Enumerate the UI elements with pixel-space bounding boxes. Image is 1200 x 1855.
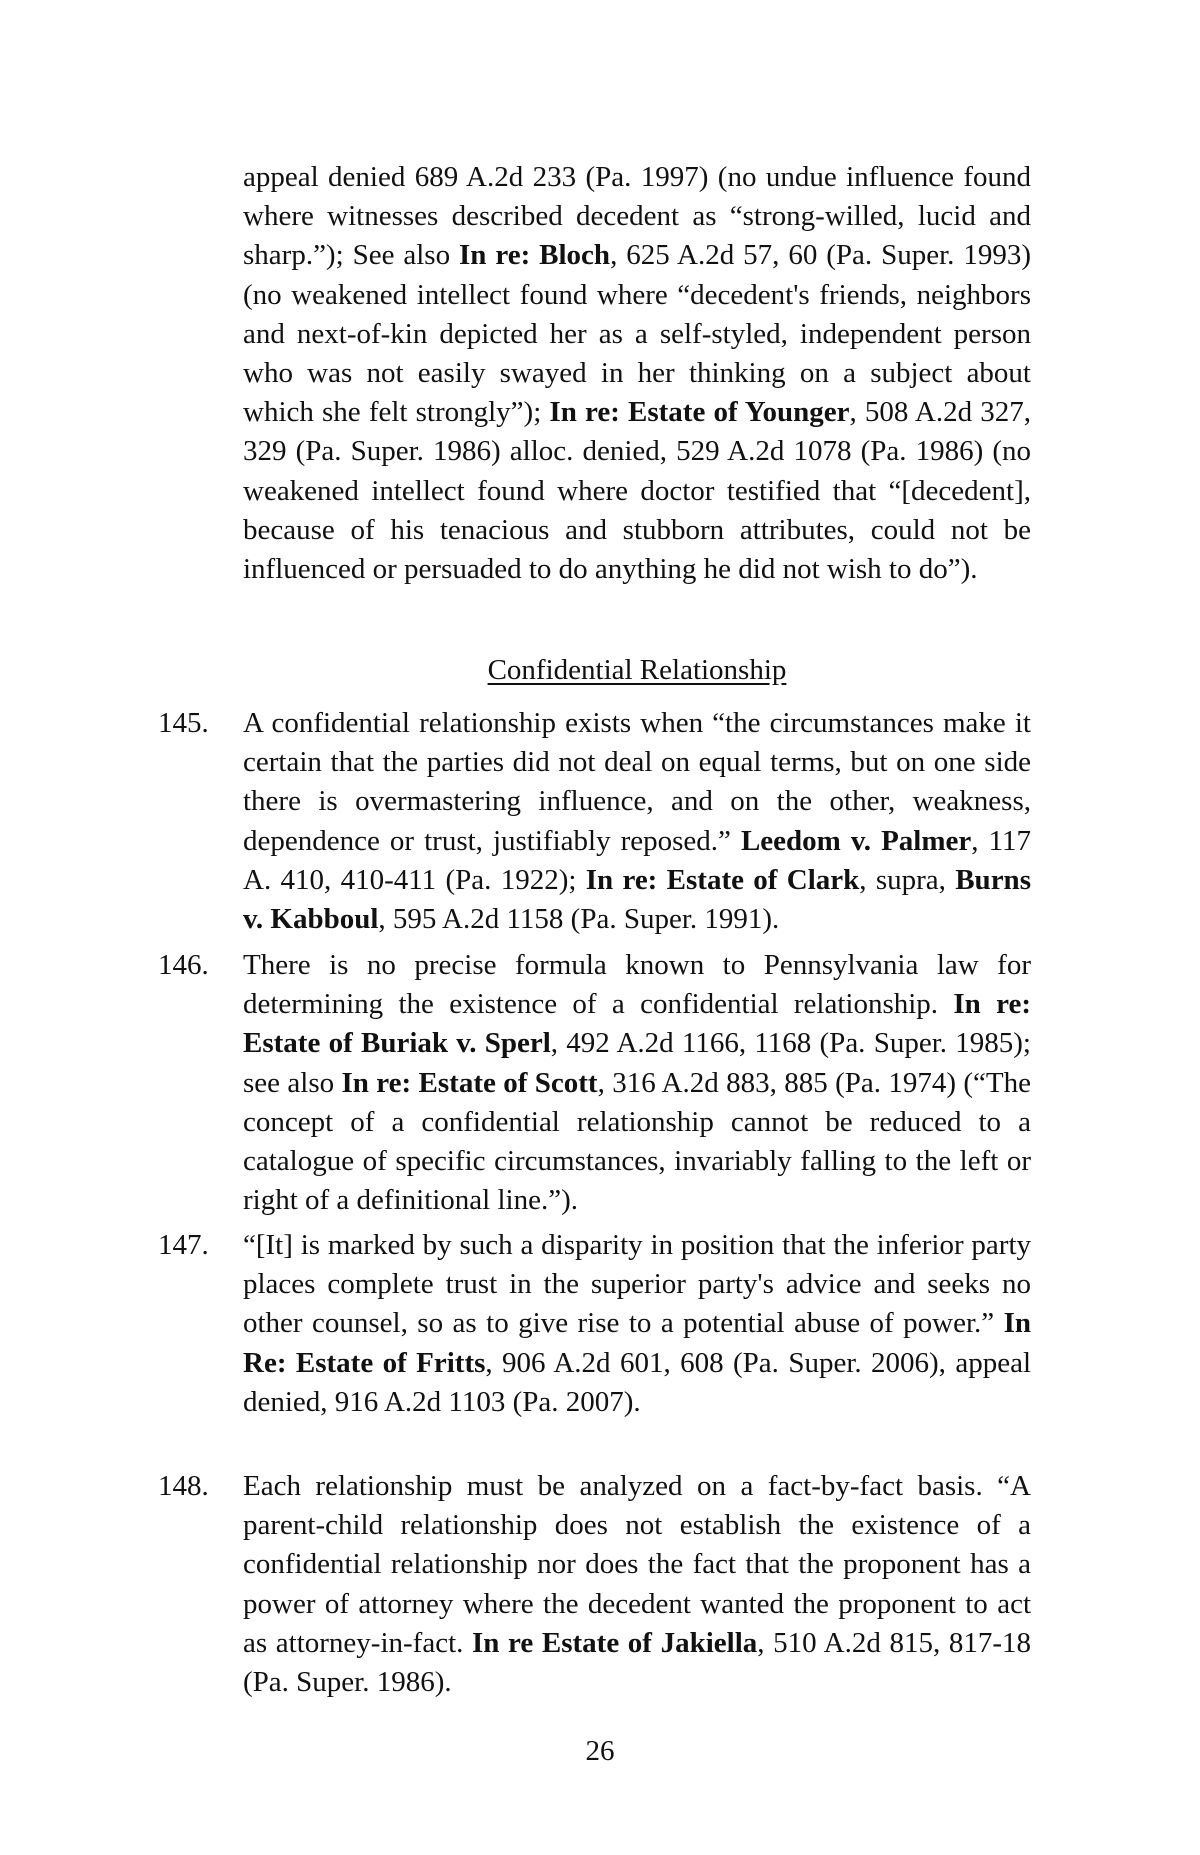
case-citation: In re: Estate of Buriak v. Sperl xyxy=(243,988,1032,1060)
text-segment: , 625 A.2d 57, 60 (Pa. Super. 1993) (no weakened intellect found where “decedent's friends, neighbors and next-of-kin depicted her as a self-styled, independent person who was not easily swayed in her thinking on a subject about which she felt strongly”); xyxy=(243,239,1031,429)
text-segment: , 508 A.2d 327, 329 (Pa. Super. 1986) alloc. denied, 529 A.2d 1078 (Pa. 1986) (no weakened intellect found where doctor testified that “[decedent], because of his tenacious and stubborn attributes, could not be influenced or persuaded to do anything he did not wish to do”). xyxy=(243,396,1031,586)
continuation-paragraph xyxy=(243,158,1031,589)
case-citation: In re: Estate of Clark xyxy=(585,863,860,896)
text-segment: appeal denied 689 A.2d 233 (Pa. 1997) (no undue influence found where witnesses described decedent as “strong-willed, lucid and sharp.”); See also xyxy=(243,161,1031,272)
case-citation: In re Estate of Jakiella xyxy=(472,1626,758,1659)
text-segment: , 117 A. 410, 410-411 (Pa. 1922); xyxy=(243,824,1031,896)
text-segment: A confidential relationship exists when “the circumstances make it certain that the parties did not deal on equal terms, but on one side there is overmastering influence, and on the other, weakness, dependence or trust, justifiably reposed.” xyxy=(243,707,1031,857)
text-segment: There is no precise formula known to Pennsylvania law for determining the existence of a confidential relationship. xyxy=(243,949,1031,1021)
paragraph-body xyxy=(243,1226,1031,1422)
text-segment: , 316 A.2d 883, 885 (Pa. 1974) (“The concept of a confidential relationship cannot be reduced to a catalogue of specific circumstances, invariably falling to the left or right of a definitional line.”). xyxy=(243,1066,1031,1217)
case-citation: In re: Bloch xyxy=(459,239,611,272)
page-number: 26 xyxy=(585,1735,615,1767)
text-segment: , 595 A.2d 1158 (Pa. Super. 1991). xyxy=(378,903,780,936)
case-citation: Leedom v. Palmer xyxy=(740,824,972,857)
paragraph-number: 145. xyxy=(158,707,209,739)
text-segment: Each relationship must be analyzed on a fact-by-fact basis. “A parent-child relationship does not establish the existence of a confidential relationship nor does the fact that the proponent has a power of attorney where the decedent wanted the proponent to act as attorney-in-fact. xyxy=(243,1470,1031,1659)
paragraph-body xyxy=(243,704,1031,939)
case-citation: In re: Estate of Scott xyxy=(341,1066,598,1099)
case-citation: In re: Estate of Younger xyxy=(549,396,850,429)
section-heading: Confidential Relationship xyxy=(487,654,787,686)
text-segment: , 492 A.2d 1166, 1168 (Pa. Super. 1985); see also xyxy=(243,1027,1031,1099)
case-citation: In Re: Estate of Fritts xyxy=(243,1307,1031,1379)
paragraph-body xyxy=(243,1467,1031,1702)
text-segment: , supra, xyxy=(859,863,956,896)
paragraph-body xyxy=(243,946,1031,1220)
case-citation: Burns v. Kabboul xyxy=(243,863,1031,936)
text-segment: , 510 A.2d 815, 817-18 (Pa. Super. 1986). xyxy=(243,1626,1031,1699)
paragraph-number: 147. xyxy=(158,1229,209,1261)
paragraph-number: 148. xyxy=(158,1470,209,1502)
paragraph-number: 146. xyxy=(158,949,209,981)
text-segment: “[It] is marked by such a disparity in position that the inferior party places complete trust in the superior party's advice and seeks no other counsel, so as to give rise to a potential abuse of power.” xyxy=(243,1229,1031,1340)
text-segment: , 906 A.2d 601, 608 (Pa. Super. 2006), appeal denied, 916 A.2d 1103 (Pa. 2007). xyxy=(243,1346,1032,1418)
